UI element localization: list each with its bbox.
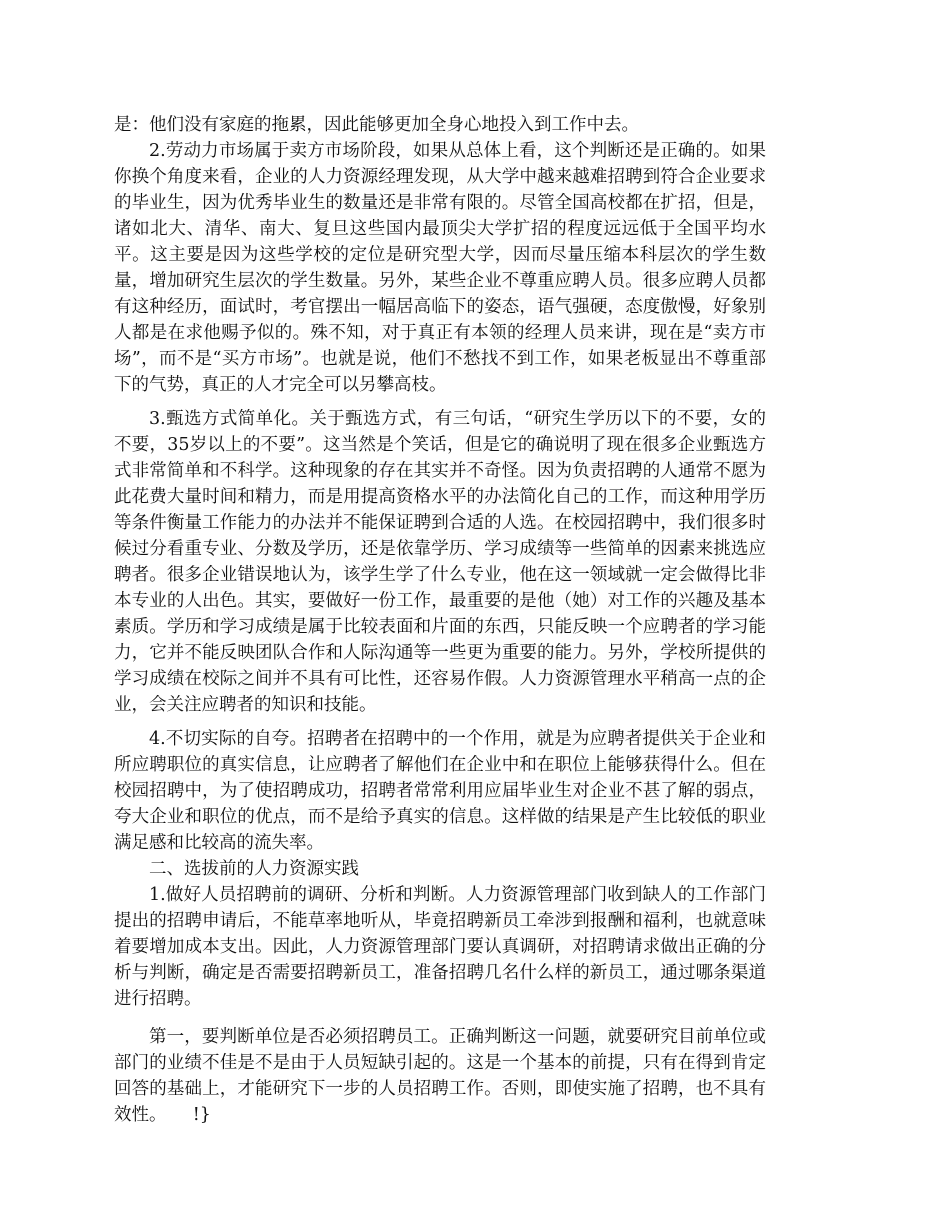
section-heading: 二、选拔前的人力资源实践 (149, 859, 359, 879)
paragraph-continuation: 是：他们没有家庭的拖累，因此能够更加全身心地投入到工作中去。 (114, 115, 639, 135)
paragraph-first-judgement: 第一，要判断单位是否必须招聘员工。正确判断这一问题，就要研究目前单位或部门的业绩不佳是不是由于人员短缺引起的。这是一个基本的前提，只有在得到肯定回答的基础上，才能研究下一步的人员招聘工作。否则，即使实施了招聘，也不具有效性。 !} (114, 1027, 766, 1125)
paragraph-simplified-selection: 3.甄选方式简单化。关于甄选方式，有三句话，“研究生学历以下的不要，女的不要，35岁以上的不要”。这当然是个笑话，但是它的确说明了现在很多企业甄选方式非常简单和不科学。这种现象的存在其实并不奇怪。因为负责招聘的人通常不愿为此花费大量时间和精力，而是用提高资格水平的办法简化自己的工作，而这种用学历等条件衡量工作能力的办法并不能保证聘到合适的人选。在校园招聘中，我们很多时候过分看重专业、分数及学历，还是依靠学历、学习成绩等一些简单的因素来挑选应聘者。很多企业错误地认为，该学生学了什么专业，他在这一领域就一定会做得比非本专业的人出色。其实，要做好一份工作，最重要的是他（她）对工作的兴趣及基本素质。学历和学习成绩是属于比较表面和片面的东西，只能反映一个应聘者的学习能力，它并不能反映团队合作和人际沟通等一些更为重要的能力。另外，学校所提供的学习成绩在校际之间并不具有可比性，还容易作假。人力资源管理水平稍高一点的企业，会关注应聘者的知识和技能。 (114, 409, 766, 715)
paragraph-pre-recruitment-research: 1.做好人员招聘前的调研、分析和判断。人力资源管理部门收到缺人的工作部门提出的招聘申请后，不能草率地听从，毕竟招聘新员工牵涉到报酬和福利，也就意味着要增加成本支出。因此，人力资源管理部门要认真调研，对招聘请求做出正确的分析与判断，确定是否需要招聘新员工，准备招聘几名什么样的新员工，通过哪条渠道进行招聘。 (114, 885, 766, 1009)
document-page (114, 112, 766, 1128)
paragraph-unrealistic-boasting: 4.不切实际的自夸。招聘者在招聘中的一个作用，就是为应聘者提供关于企业和所应聘职位的真实信息，让应聘者了解他们在企业中和在职位上能够获得什么。但在校园招聘中，为了使招聘成功，招聘者常常利用应届毕业生对企业不甚了解的弱点，夸大企业和职位的优点，而不是给予真实的信息。这样做的结果是产生比较低的职业满足感和比较高的流失率。 (114, 729, 766, 853)
paragraph-seller-market: 2.劳动力市场属于卖方市场阶段，如果从总体上看，这个判断还是正确的。如果你换个角度来看，企业的人力资源经理发现，从大学中越来越难招聘到符合企业要求的毕业生，因为优秀毕业生的数量还是非常有限的。尽管全国高校都在扩招，但是，诸如北大、清华、南大、复旦这些国内最顶尖大学扩招的程度远远低于全国平均水平。这主要是因为这些学校的定位是研究型大学，因而尽量压缩本科层次的学生数量，增加研究生层次的学生数量。另外，某些企业不尊重应聘人员。很多应聘人员都有这种经历，面试时，考官摆出一幅居高临下的姿态，语气强硬，态度傲慢，好象别人都是在求他赐予似的。殊不知，对于真正有本领的经理人员来讲，现在是“卖方市场”，而不是“买方市场”。也就是说，他们不愁找不到工作，如果老板显出不尊重部下的气势，真正的人才完全可以另攀高枝。 (114, 141, 766, 395)
